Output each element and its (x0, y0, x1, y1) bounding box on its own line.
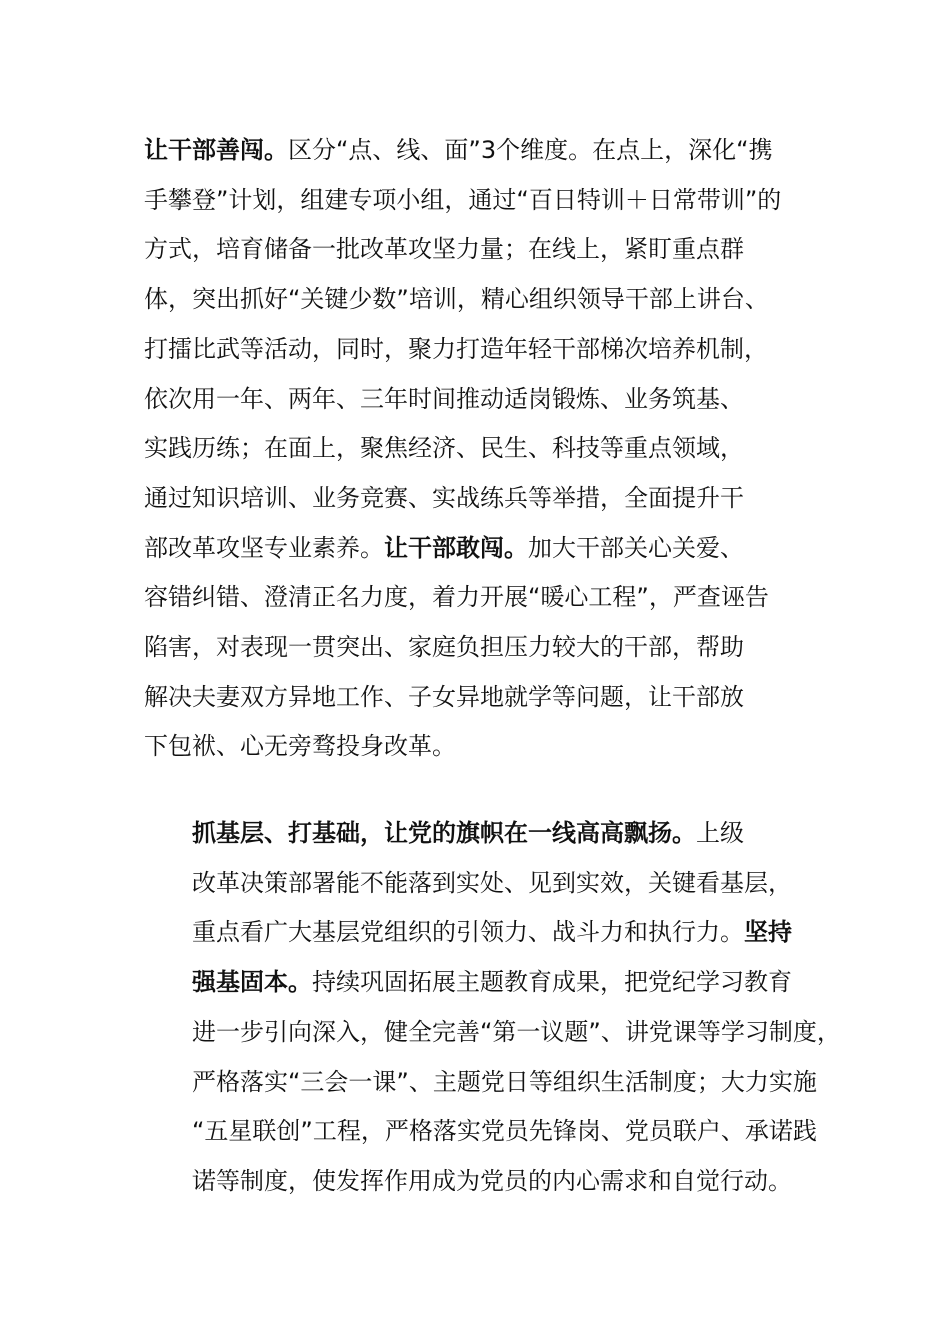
bold-heading: 让干部敢闯。 (384, 533, 528, 562)
text-line: 方式，培育储备一批改革攻坚力量；在线上，紧盯重点群 (144, 235, 744, 264)
bold-heading: 抓基层、打基础，让党的旗帜在一线高高飘扬。 (192, 819, 696, 847)
text-line: 解决夫妻双方异地工作、子女异地就学等问题，让干部放 (144, 682, 744, 711)
text-line: 体，突出抓好“关键少数”培训，精心组织领导干部上讲台、 (144, 285, 769, 314)
text-line: 强基固本。持续巩固拓展主题教育成果，把党纪学习教育 (192, 968, 792, 997)
bold-heading: 强基固本。 (192, 968, 312, 997)
text-line: 改革决策部署能不能落到实处、见到实效，关键看基层， (192, 868, 792, 897)
paragraph-grassroots (144, 809, 841, 1207)
text-line: 通过知识培训、业务竞赛、实战练兵等举措，全面提升干 (144, 483, 744, 512)
text-line: 容错纠错、澄清正名力度，着力开展“暖心工程”，严查诬告 (144, 583, 769, 612)
text-line: 严格落实“三会一课”、主题党日等组织生活制度；大力实施 (192, 1067, 817, 1096)
bold-heading: 坚持 (744, 918, 792, 947)
text-line: 打擂比武等活动，同时，聚力打造年轻干部梯次培养机制， (144, 334, 768, 363)
text-line: 依次用一年、两年、三年时间推动适岗锻炼、业务筑基、 (144, 384, 744, 413)
text-line: 陷害，对表现一贯突出、家庭负担压力较大的干部，帮助 (144, 633, 744, 662)
text-line: 实践历练；在面上，聚焦经济、民生、科技等重点领域， (144, 434, 744, 463)
text-line: 让干部善闯。区分“点、线、面”3个维度。在点上，深化“携 (144, 136, 773, 164)
text-line: 手攀登”计划，组建专项小组，通过“百日特训＋日常带训”的 (144, 185, 782, 214)
text-line: 进一步引向深入，健全完善“第一议题”、讲党课等学习制度， (192, 1017, 841, 1046)
paragraph-cadre-reform (144, 126, 824, 772)
text-line: 抓基层、打基础，让党的旗帜在一线高高飘扬。上级 (192, 819, 744, 847)
text-line: 部改革攻坚专业素养。让干部敢闯。加大干部关心关爱、 (144, 533, 744, 562)
text-line: 重点看广大基层党组织的引领力、战斗力和执行力。坚持 (192, 918, 792, 947)
text-line: 诺等制度，使发挥作用成为党员的内心需求和自觉行动。 (192, 1166, 792, 1195)
bold-heading: 让干部善闯。 (144, 136, 288, 164)
text-line: 下包袱、心无旁骛投身改革。 (144, 732, 456, 761)
text-line: “五星联创”工程，严格落实党员先锋岗、党员联户、承诺践 (192, 1117, 817, 1146)
